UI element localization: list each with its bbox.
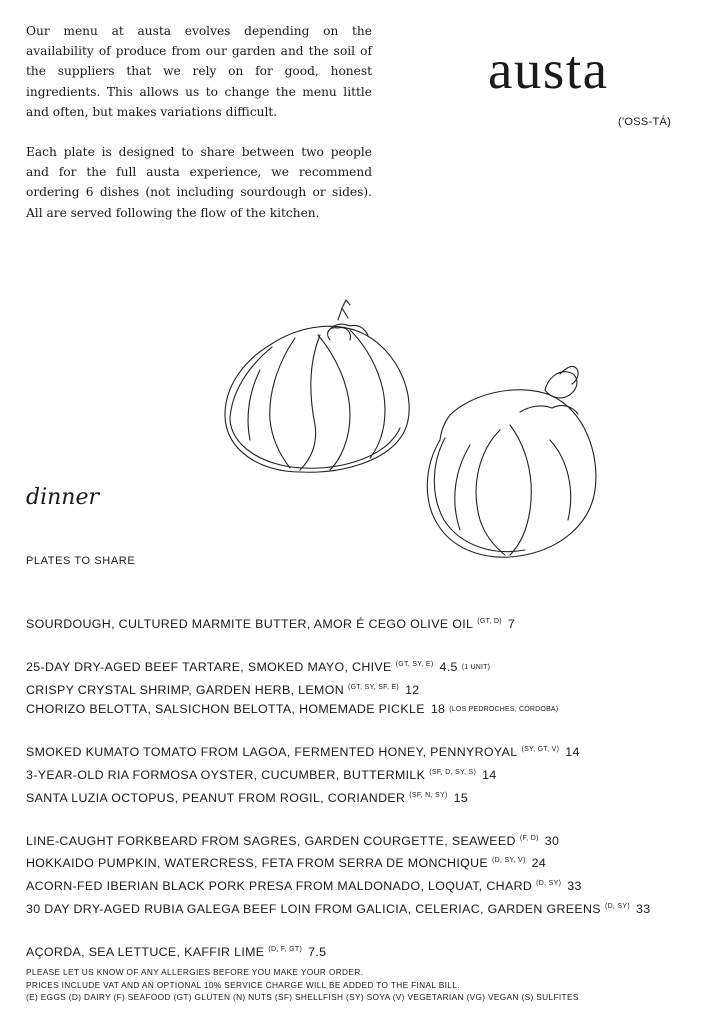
- section-title: PLATES TO SHARE: [26, 555, 136, 567]
- menu-item-note: (LOS PEDROCHES, CÓRDOBA): [449, 706, 559, 714]
- menu-item: [26, 897, 716, 920]
- menu-item-price: 12: [405, 682, 420, 697]
- menu-item-allergens: (D, SY): [536, 880, 562, 888]
- menu-item-name: AÇORDA, SEA LETTUCE, KAFFIR LIME: [26, 944, 265, 959]
- menu-group-starters: [26, 655, 716, 720]
- menu-item-allergens: (D, SY): [604, 902, 630, 910]
- menu-item-name: 25-DAY DRY-AGED BEEF TARTARE, SMOKED MAYO, CHIVE: [26, 659, 392, 674]
- menu-item-price: 15: [453, 790, 469, 805]
- menu-item: [26, 829, 716, 852]
- menu-item-name: LINE-CAUGHT FORKBEARD FROM SAGRES, GARDEN COURGETTE, SEAWEED: [26, 833, 516, 848]
- menu-item-price: 14: [482, 767, 497, 782]
- menu-item-allergens: (GT, SY, SF, E): [348, 683, 400, 691]
- footer-allergy-note: PLEASE LET US KNOW OF ANY ALLERGIES BEFORE YOU MAKE YOUR ORDER.: [26, 967, 364, 977]
- menu-item-price: 7.5: [308, 944, 327, 959]
- intro-paragraph-2: Each plate is designed to share between two people and for the full austa experience, we recommend ordering 6 dishes (not including sourdough or sides). All are served following the flow of the kitchen.: [26, 145, 372, 220]
- menu-item: [26, 786, 716, 809]
- menu-group-bread: [26, 612, 716, 635]
- menu-item-note: (1 UNIT): [461, 663, 491, 671]
- intro-paragraph-1: Our menu at austa evolves depending on the availability of produce from our garden and the soil of the suppliers that we rely on for good, honest ingredients. This allows us to change the menu little and often, but makes variations difficult.: [26, 24, 372, 119]
- menu-item: [26, 612, 716, 635]
- menu-item-name: CRISPY CRYSTAL SHRIMP, GARDEN HERB, LEMON: [26, 682, 344, 697]
- menu-item-name: HOKKAIDO PUMPKIN, WATERCRESS, FETA FROM SERRA DE MONCHIQUE: [26, 856, 489, 871]
- menu-item-allergens: (GT, D): [477, 618, 502, 625]
- menu-item-price: 14: [565, 745, 580, 760]
- menu-item-allergens: (SF, N, SY): [409, 791, 448, 799]
- menu-item-price: 7: [507, 617, 516, 631]
- menu-item-allergens: (SY, GT, V): [521, 746, 560, 754]
- brand-logo: austa: [488, 39, 609, 100]
- footer-vat-note: PRICES INCLUDE VAT AND AN OPTIONAL 10% SERVICE CHARGE WILL BE ADDED TO THE FINAL BILL.: [26, 979, 460, 990]
- menu-item-allergens: (D, F, GT): [268, 945, 303, 953]
- menu-item-name: 30 DAY DRY-AGED RUBIA GALEGA BEEF LOIN FROM GALICIA, CELERIAC, GARDEN GREENS: [26, 901, 601, 916]
- menu-item-name: 3-YEAR-OLD RIA FORMOSA OYSTER, CUCUMBER, BUTTERMILK: [26, 767, 426, 782]
- menu-item: [26, 740, 716, 763]
- menu-list: [26, 612, 716, 983]
- menu-item: [26, 851, 716, 874]
- menu-item: [26, 763, 716, 786]
- menu-item-name: SMOKED KUMATO TOMATO FROM LAGOA, FERMENTED HONEY, PENNYROYAL: [26, 745, 518, 760]
- menu-item-name: SOURDOUGH, CULTURED MARMITE BUTTER, AMOR É CEGO OLIVE OIL: [26, 617, 474, 631]
- menu-item-allergens: (GT, SY, E): [395, 660, 434, 668]
- menu-item-allergens: (SF, D, SY, S): [429, 768, 477, 776]
- menu-group-small-plates: [26, 740, 716, 808]
- menu-group-mains: [26, 829, 716, 920]
- dinner-script-label: [24, 480, 134, 516]
- menu-item: [26, 678, 716, 701]
- menu-item-price: 24: [531, 856, 547, 871]
- menu-item-name: CHORIZO BELOTTA, SALSICHON BELOTTA, HOMEMADE PICKLE: [26, 702, 425, 717]
- menu-item: [26, 700, 716, 720]
- footer-notes: [26, 966, 579, 1004]
- brand-pronunciation: ('OSS-TÁ): [618, 116, 672, 128]
- menu-item: [26, 940, 716, 963]
- menu-item-allergens: (D, SY, V): [492, 857, 526, 865]
- menu-item-allergens: (F, D): [519, 834, 539, 842]
- menu-item-price: 33: [635, 901, 651, 916]
- menu-item-price: 33: [567, 879, 582, 894]
- menu-item: [26, 874, 716, 897]
- menu-item-name: ACORN-FED IBERIAN BLACK PORK PRESA FROM MALDONADO, LOQUAT, CHARD: [26, 879, 533, 894]
- menu-item-price: 18: [430, 702, 446, 717]
- tomato-sketch-icon: [200, 290, 640, 570]
- dinner-script-text: dinner: [26, 485, 99, 510]
- menu-item: [26, 655, 716, 678]
- menu-item-price: 4.5: [439, 659, 458, 674]
- menu-item-price: 30: [544, 833, 560, 848]
- footer-allergen-key: (E) EGGS (D) DAIRY (F) SEAFOOD (GT) GLUTEN (N) NUTS (SF) SHELLFISH (SY) SOYA (V) VEGETARIAN (VG) VEGAN (S) SULFITES: [26, 992, 579, 1003]
- menu-item-name: SANTA LUZIA OCTOPUS, PEANUT FROM ROGIL, CORIANDER: [26, 790, 406, 805]
- menu-group-dessert: [26, 940, 716, 963]
